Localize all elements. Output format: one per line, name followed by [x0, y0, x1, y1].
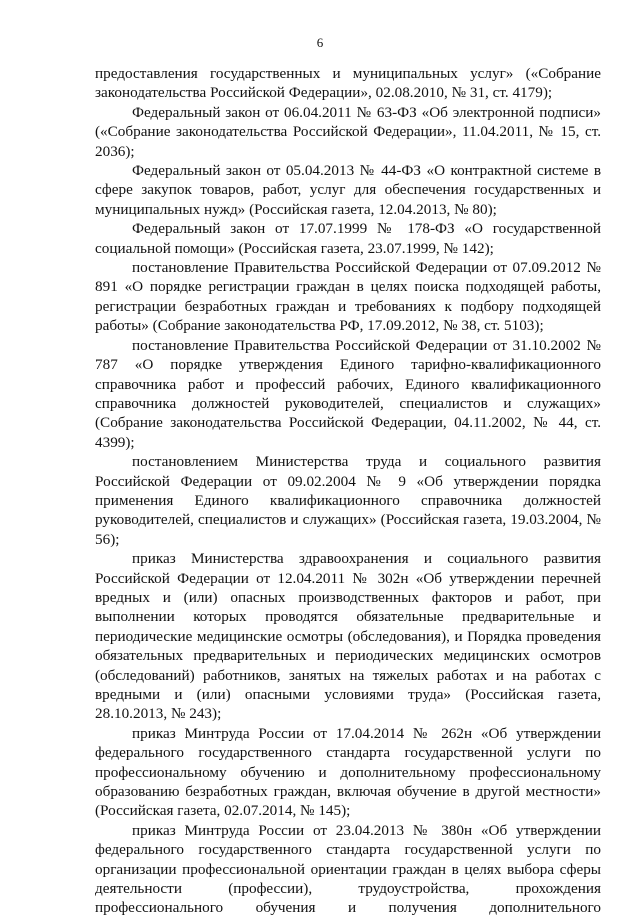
paragraph-6: постановление Правительства Российской Федерации от 31.10.2002 № 787 «О порядке утверждения Единого тарифно-квалификационного справочника работ и профессий рабочих, Единого квалификационного справочника должностей руководителей, специалистов и служащих» (Собрание законодательства Российской Федерации, 04.11.2002, № 44, ст. 4399); [95, 336, 601, 451]
paragraph-7: постановлением Министерства труда и социального развития Российской Федерации от 09.02.2004 № 9 «Об утверждении порядка применения Единого квалификационного справочника должностей руководителей, специалистов и служащих» (Российская газета, 19.03.2004, № 56); [95, 453, 601, 548]
paragraph-9: приказ Минтруда России от 17.04.2014 № 262н «Об утверждении федерального государственного стандарта государственной услуги по профессиональному обучению и дополнительному профессиональному образованию безработных граждан, включая обучение в другой местности» (Российская газета, 02.07.2014, № 145); [95, 724, 601, 820]
page-number: 6 [316, 35, 324, 50]
paragraph-8: приказ Министерства здравоохранения и социального развития Российской Федерации от 12.04.2011 № 302н «Об утверждении перечней вредных и (или) опасных производственных факторов и работ, при выполнении которых проводятся обязательные предварительные и периодические медицинские осмотры (обследования), и Порядка проведения обязательных предварительных и периодических медицинских осмотров (обследований) работников, занятых на тяжелых работах и на работах с вредными и (или) опасными условиями труда» (Российская газета, 28.10.2013, № 243); [95, 550, 601, 723]
paragraph-3: Федеральный закон от 05.04.2013 № 44-ФЗ «О контрактной системе в сфере закупок товаров, работ, услуг для обеспечения государственных и муниципальных нужд» (Российская газета, 12.04.2013, № 80); [95, 162, 601, 218]
paragraph-1: предоставления государственных и муниципальных услуг» («Собрание законодательства Российской Федерации», 02.08.2010, № 31, ст. 4179); [95, 65, 601, 102]
paragraph-10: приказ Минтруда России от 23.04.2013 № 380н «Об утверждении федерального государственного стандарта государственной услуги по организации профессиональной ориентации граждан в целях выбора сферы деятельности (профессии), трудоустройства, прохождения профессионального обучения и получения дополнительного [95, 821, 601, 917]
paragraph-4: Федеральный закон от 17.07.1999 № 178-ФЗ «О государственной социальной помощи» (Российская газета, 23.07.1999, № 142); [95, 220, 601, 257]
document-body [95, 64, 601, 918]
paragraph-2: Федеральный закон от 06.04.2011 № 63-ФЗ «Об электронной подписи» («Собрание законодательства Российской Федерации», 11.04.2011, № 15, ст. 2036); [95, 103, 601, 160]
paragraph-5: постановление Правительства Российской Федерации от 07.09.2012 № 891 «О порядке регистрации граждан в целях поиска подходящей работы, регистрации безработных граждан и требованиях к подбору подходящей работы» (Собрание законодательства РФ, 17.09.2012, № 38, ст. 5103); [95, 259, 601, 335]
